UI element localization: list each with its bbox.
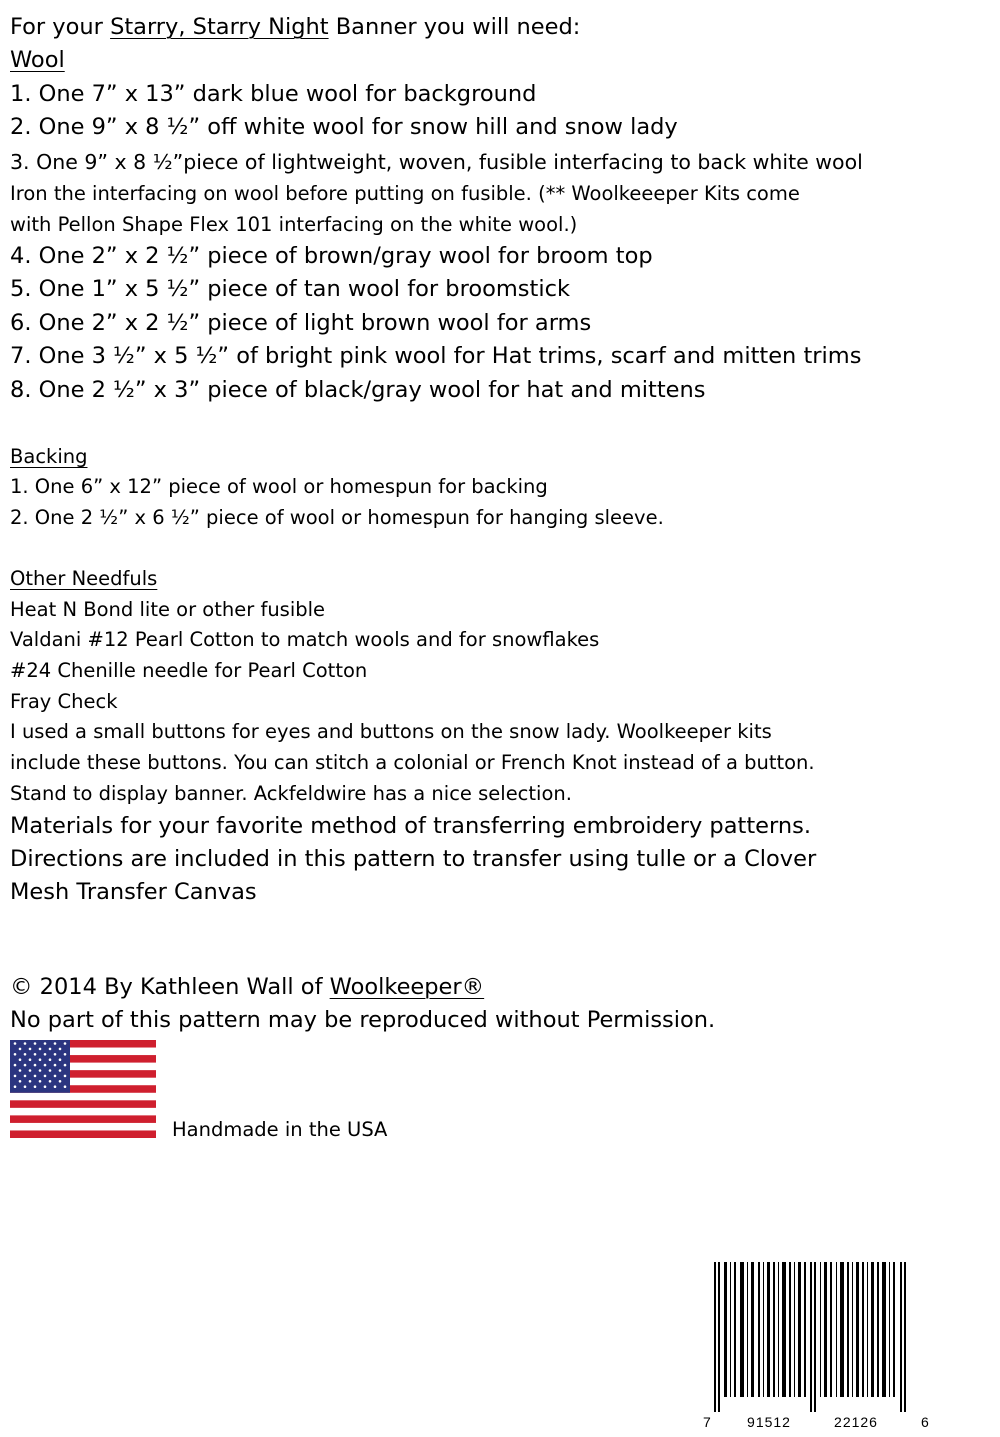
wool-item-5: 5. One 1” x 5 ½” piece of tan wool for broomstick [10, 276, 570, 302]
flag-star [44, 1053, 47, 1056]
flag-star [39, 1058, 42, 1061]
flag-star [39, 1069, 42, 1072]
barcode-bars [714, 1262, 906, 1412]
barcode-bar [889, 1262, 890, 1397]
flag-stripe [10, 1123, 156, 1131]
needfuls-item-8: Materials for your favorite method of transferring embroidery patterns. [10, 813, 811, 839]
flag-star [54, 1085, 57, 1088]
needfuls-item-9: Directions are included in this pattern to transfer using tulle or a Clover [10, 846, 817, 872]
flag-star [64, 1075, 67, 1078]
barcode-bar [900, 1262, 902, 1412]
barcode-bar [856, 1262, 859, 1397]
wool-item-2: 2. One 9” x 8 ½” off white wool for snow hill and snow lady [10, 114, 678, 140]
flag-star [54, 1042, 57, 1045]
flag-star [19, 1048, 22, 1051]
barcode-bar [893, 1262, 895, 1397]
flag-star [14, 1053, 17, 1056]
backing-item-2: 2. One 2 ½” x 6 ½” piece of wool or homespun for hanging sleeve. [10, 506, 664, 529]
barcode-bar [763, 1262, 764, 1397]
barcode-bar [767, 1262, 770, 1397]
barcode-bar [862, 1262, 864, 1397]
flag-stripe [10, 1108, 156, 1116]
barcode-bar [824, 1262, 827, 1397]
flag-star [59, 1058, 62, 1061]
flag-star [14, 1042, 17, 1045]
barcode-bar [820, 1262, 821, 1397]
backing-heading: Backing [10, 445, 88, 468]
handmade-label: Handmade in the USA [172, 1118, 388, 1141]
barcode-bar [904, 1262, 906, 1412]
flag-star [59, 1048, 62, 1051]
flag-star [14, 1085, 17, 1088]
needfuls-item-6: include these buttons. You can stitch a colonial or French Knot instead of a button. [10, 751, 815, 774]
needfuls-item-1: Heat N Bond lite or other fusible [10, 598, 326, 621]
flag-star [14, 1075, 17, 1078]
flag-star [54, 1064, 57, 1067]
flag-stripe [10, 1093, 156, 1101]
barcode-bar [847, 1262, 849, 1397]
barcode-bar [740, 1262, 744, 1397]
flag-star [24, 1075, 27, 1078]
flag-star [19, 1080, 22, 1083]
wool-item-4: 4. One 2” x 2 ½” piece of brown/gray wool for broom top [10, 243, 653, 269]
flag-star [24, 1064, 27, 1067]
flag-star [59, 1080, 62, 1083]
flag-star [64, 1042, 67, 1045]
flag-star [29, 1080, 32, 1083]
flag-star [34, 1075, 37, 1078]
flag-star [64, 1064, 67, 1067]
flag-star [24, 1085, 27, 1088]
barcode-bar [871, 1262, 874, 1397]
flag-star [19, 1058, 22, 1061]
barcode-right-group: 22126 [834, 1414, 878, 1430]
barcode-bar [798, 1262, 801, 1397]
barcode-bar [773, 1262, 775, 1397]
flag-star [44, 1075, 47, 1078]
backing-item-1: 1. One 6” x 12” piece of wool or homespun for backing [10, 475, 548, 498]
barcode-bar [734, 1262, 736, 1397]
flag-star [49, 1069, 52, 1072]
needfuls-item-3: #24 Chenille needle for Pearl Cotton [10, 659, 368, 682]
pattern-title-link[interactable]: Starry, Starry Night [110, 14, 329, 40]
barcode-first-digit: 7 [703, 1414, 711, 1430]
barcode-bar [758, 1262, 760, 1397]
flag-star [64, 1053, 67, 1056]
flag-star [34, 1053, 37, 1056]
flag-stripe [10, 1130, 156, 1138]
intro-line: For your Starry, Starry Night Banner you will need: [10, 14, 581, 40]
barcode-bar [804, 1262, 806, 1397]
barcode-check-digit: 6 [921, 1414, 929, 1430]
flag-star [29, 1048, 32, 1051]
wool-note-line-1: Iron the interfacing on wool before putting on fusible. (** Woolkeeeper Kits come [10, 182, 800, 205]
wool-item-6: 6. One 2” x 2 ½” piece of light brown wool for arms [10, 310, 592, 336]
barcode-bar [714, 1262, 716, 1412]
flag-star [54, 1053, 57, 1056]
wool-item-7: 7. One 3 ½” x 5 ½” of bright pink wool for Hat trims, scarf and mitten trims [10, 343, 862, 369]
flag-star [34, 1042, 37, 1045]
wool-item-8: 8. One 2 ½” x 3” piece of black/gray wool for hat and mittens [10, 377, 706, 403]
barcode-bar [789, 1262, 791, 1397]
wool-item-1: 1. One 7” x 13” dark blue wool for background [10, 81, 537, 107]
flag-star [24, 1042, 27, 1045]
barcode-bar [794, 1262, 795, 1397]
needfuls-heading: Other Needfuls [10, 567, 158, 590]
barcode-left-group: 91512 [747, 1414, 791, 1430]
wool-heading: Wool [10, 47, 65, 73]
copyright-line: © 2014 By Kathleen Wall of Woolkeeper® [10, 974, 485, 1000]
needfuls-item-10: Mesh Transfer Canvas [10, 879, 257, 905]
barcode-bar [718, 1262, 720, 1412]
barcode-bar [724, 1262, 727, 1397]
needfuls-item-5: I used a small buttons for eyes and buttons on the snow lady. Woolkeeper kits [10, 720, 772, 743]
flag-star [64, 1085, 67, 1088]
flag-star [34, 1064, 37, 1067]
flag-star [54, 1075, 57, 1078]
needfuls-item-7: Stand to display banner. Ackfeldwire has a nice selection. [10, 782, 572, 805]
flag-star [19, 1069, 22, 1072]
barcode-bar [836, 1262, 837, 1397]
flag-star [44, 1064, 47, 1067]
us-flag-icon [10, 1040, 156, 1138]
flag-star [49, 1080, 52, 1083]
flag-star [44, 1085, 47, 1088]
barcode-bar [782, 1262, 786, 1397]
flag-stripe [10, 1100, 156, 1108]
barcode-bar [814, 1262, 816, 1412]
barcode-bar [810, 1262, 812, 1412]
flag-star [34, 1085, 37, 1088]
barcode-bar [751, 1262, 754, 1397]
barcode-bar [840, 1262, 844, 1397]
barcode-bar [882, 1262, 886, 1397]
barcode-bar [852, 1262, 853, 1397]
needfuls-item-4: Fray Check [10, 690, 118, 713]
wool-note-line-2: with Pellon Shape Flex 101 interfacing on the white wool.) [10, 213, 578, 236]
woolkeeper-link[interactable]: Woolkeeper® [329, 974, 485, 1000]
barcode-bar [778, 1262, 779, 1397]
flag-star [39, 1080, 42, 1083]
flag-star [29, 1069, 32, 1072]
flag-star [29, 1058, 32, 1061]
flag-star [24, 1053, 27, 1056]
permission-notice: No part of this pattern may be reproduced without Permission. [10, 1007, 716, 1033]
barcode [700, 1262, 940, 1437]
flag-star [14, 1064, 17, 1067]
barcode-bar [830, 1262, 832, 1397]
flag-star [59, 1069, 62, 1072]
flag-star [49, 1058, 52, 1061]
flag-star [39, 1048, 42, 1051]
barcode-bar [747, 1262, 748, 1397]
needfuls-item-2: Valdani #12 Pearl Cotton to match wools and for snowflakes [10, 628, 600, 651]
barcode-bar [730, 1262, 731, 1397]
barcode-bar [877, 1262, 879, 1397]
flag-star [49, 1048, 52, 1051]
flag-star [44, 1042, 47, 1045]
barcode-bar [867, 1262, 868, 1397]
flag-stripe [10, 1115, 156, 1123]
wool-item-3: 3. One 9” x 8 ½”piece of lightweight, woven, fusible interfacing to back white wool [10, 150, 863, 174]
